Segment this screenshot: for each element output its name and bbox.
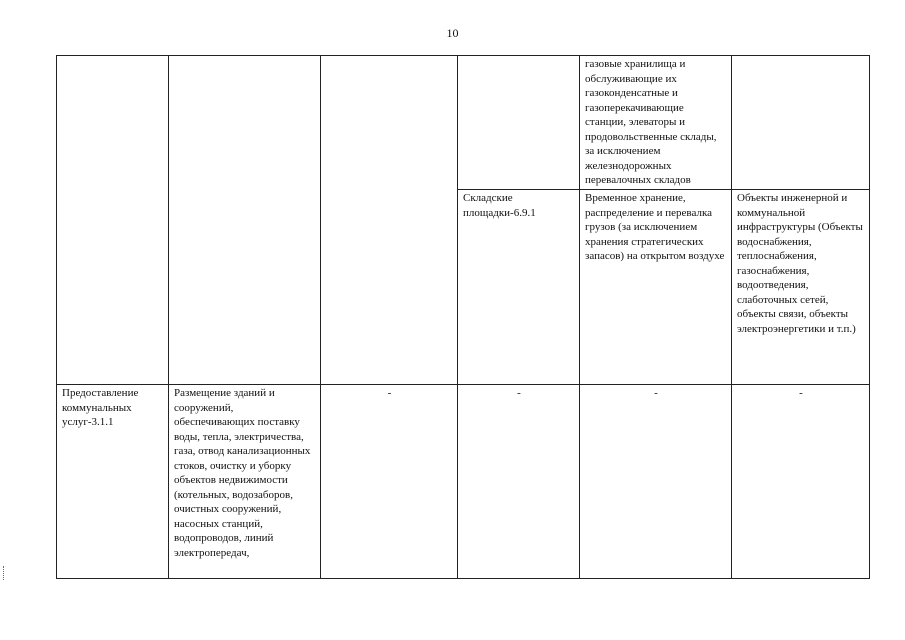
- table-cell: -: [321, 385, 458, 579]
- table-row: [57, 56, 870, 190]
- page-number: 10: [446, 26, 459, 40]
- table-row: [57, 385, 870, 579]
- table-cell: -: [458, 385, 580, 579]
- table-cell: Складские площадки-6.9.1: [458, 190, 580, 385]
- table-cell: Предоставление коммунальных услуг-3.1.1: [57, 385, 169, 579]
- table-cell: [458, 56, 580, 190]
- table-cell: Временное хранение, распределение и перевалка грузов (за исключением хранения стратегических запасов) на открытом воздухе: [580, 190, 732, 385]
- table-cell: [169, 56, 321, 385]
- table-cell: -: [732, 385, 870, 579]
- land-use-table: [56, 55, 870, 579]
- table-cell: газовые хранилища и обслуживающие их газоконденсатные и газоперекачивающие станции, элеваторы и продовольственные склады, за исключением железнодорожных перевалочных складов: [580, 56, 732, 190]
- table-cell: [57, 56, 169, 385]
- scan-margin-mark: [3, 566, 6, 580]
- table-cell: Размещение зданий и сооружений, обеспечивающих поставку воды, тепла, электричества, газа, отвод канализационных стоков, очистку и уборку объектов недвижимости (котельных, водозаборов, очистных сооружений, насосных станций, водопроводов, линий электропередач,: [169, 385, 321, 579]
- table-cell: [732, 56, 870, 190]
- table-cell: -: [580, 385, 732, 579]
- table-cell: Объекты инженерной и коммунальной инфраструктуры (Объекты водоснабжения, теплоснабжения, газоснабжения, водоотведения, слаботочных сетей, объекты связи, объекты электроэнергетики и т.п.): [732, 190, 870, 385]
- table-cell: [321, 56, 458, 385]
